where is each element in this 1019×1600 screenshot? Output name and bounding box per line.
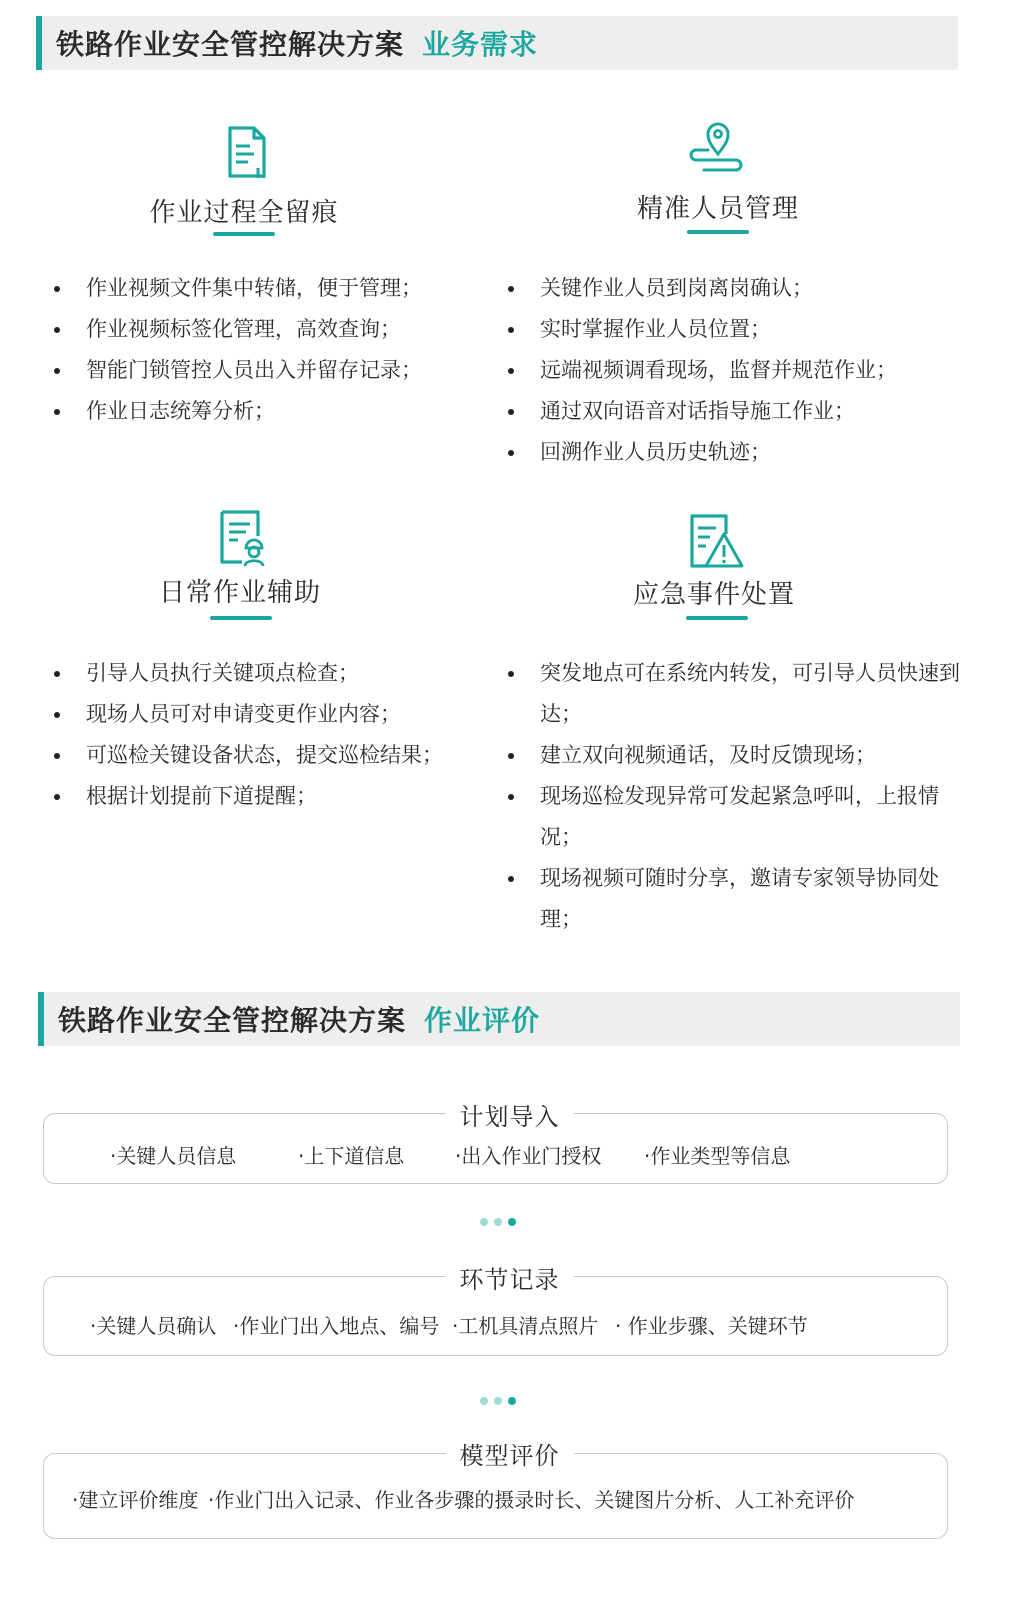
eval-item: ·工机具清点照片 bbox=[452, 1314, 599, 1338]
eval-item: ·出入作业门授权 bbox=[455, 1144, 602, 1168]
list-item: 作业视频文件集中转储，便于管理； bbox=[52, 268, 422, 309]
list-item: 通过双向语音对话指导施工作业； bbox=[506, 391, 897, 432]
section-header-evaluation bbox=[38, 992, 960, 1046]
eval-item: · 作业步骤、关键环节 bbox=[615, 1314, 808, 1338]
dot bbox=[480, 1397, 488, 1405]
eval-label-text: 计划导入 bbox=[446, 1097, 574, 1132]
list-item: 智能门锁管控人员出入并留存记录； bbox=[52, 350, 422, 391]
heading-underline bbox=[686, 616, 748, 620]
block-heading: 应急事件处置 bbox=[632, 580, 795, 610]
section-title: 铁路作业安全管控解决方案 bbox=[56, 28, 405, 61]
progress-dots bbox=[480, 1218, 516, 1226]
section-header-requirements bbox=[36, 16, 958, 70]
dot bbox=[494, 1218, 502, 1226]
bullet-list bbox=[506, 268, 897, 473]
list-item: 作业视频标签化管理，高效查询； bbox=[52, 309, 422, 350]
progress-dots bbox=[480, 1397, 516, 1405]
section-subtitle: 作业评价 bbox=[424, 1004, 541, 1037]
list-item: 远端视频调看现场，监督并规范作业； bbox=[506, 350, 897, 391]
eval-label bbox=[0, 1097, 1019, 1132]
eval-label bbox=[0, 1260, 1019, 1295]
bullet-list bbox=[52, 268, 422, 432]
list-item: 现场人员可对申请变更作业内容； bbox=[52, 694, 443, 735]
section-subtitle: 业务需求 bbox=[422, 28, 539, 61]
heading-underline bbox=[210, 616, 272, 620]
list-item: 现场巡检发现异常可发起紧急呼叫，上报情况； bbox=[506, 776, 970, 858]
warning-document-icon bbox=[686, 512, 746, 572]
dot bbox=[480, 1218, 488, 1226]
block-daily-assist bbox=[48, 508, 488, 828]
document-chart-icon bbox=[218, 124, 278, 184]
section-title: 铁路作业安全管控解决方案 bbox=[58, 1004, 407, 1037]
block-heading: 日常作业辅助 bbox=[158, 578, 321, 608]
eval-item: ·关键人员信息 bbox=[110, 1144, 237, 1168]
list-item: 实时掌握作业人员位置； bbox=[506, 309, 897, 350]
eval-item: ·作业门出入地点、编号 bbox=[233, 1314, 440, 1338]
eval-item: ·作业门出入记录、作业各步骤的摄录时长、关键图片分析、人工补充评价 bbox=[208, 1488, 855, 1512]
bullet-list bbox=[52, 653, 443, 817]
list-item: 突发地点可在系统内转发，可引导人员快速到达； bbox=[506, 653, 970, 735]
list-item: 根据计划提前下道提醒； bbox=[52, 776, 443, 817]
heading-underline bbox=[687, 230, 749, 234]
eval-item: ·关键人员确认 bbox=[90, 1314, 217, 1338]
bullet-list bbox=[506, 653, 970, 940]
eval-item: ·作业类型等信息 bbox=[644, 1144, 791, 1168]
eval-item: ·建立评价维度 bbox=[72, 1488, 199, 1512]
dot bbox=[494, 1397, 502, 1405]
block-heading: 作业过程全留痕 bbox=[149, 198, 339, 228]
block-emergency bbox=[500, 508, 970, 948]
dot bbox=[508, 1397, 516, 1405]
list-item: 引导人员执行关键项点检查； bbox=[52, 653, 443, 694]
eval-label-text: 模型评价 bbox=[446, 1436, 574, 1471]
eval-item: ·上下道信息 bbox=[298, 1144, 405, 1168]
block-operation-trace bbox=[48, 118, 488, 438]
list-item: 回溯作业人员历史轨迹； bbox=[506, 432, 897, 473]
eval-label bbox=[0, 1436, 1019, 1471]
list-item: 建立双向视频通话，及时反馈现场； bbox=[506, 735, 970, 776]
list-item: 关键作业人员到岗离岗确认； bbox=[506, 268, 897, 309]
list-item: 作业日志统筹分析； bbox=[52, 391, 422, 432]
location-pin-icon bbox=[686, 118, 746, 178]
eval-label-text: 环节记录 bbox=[446, 1260, 574, 1295]
list-item: 可巡检关键设备状态，提交巡检结果； bbox=[52, 735, 443, 776]
dot bbox=[508, 1218, 516, 1226]
block-personnel-management bbox=[500, 118, 970, 478]
heading-underline bbox=[213, 232, 275, 236]
worker-document-icon bbox=[212, 508, 272, 568]
block-heading: 精准人员管理 bbox=[636, 194, 799, 224]
list-item: 现场视频可随时分享，邀请专家领导协同处理； bbox=[506, 858, 970, 940]
